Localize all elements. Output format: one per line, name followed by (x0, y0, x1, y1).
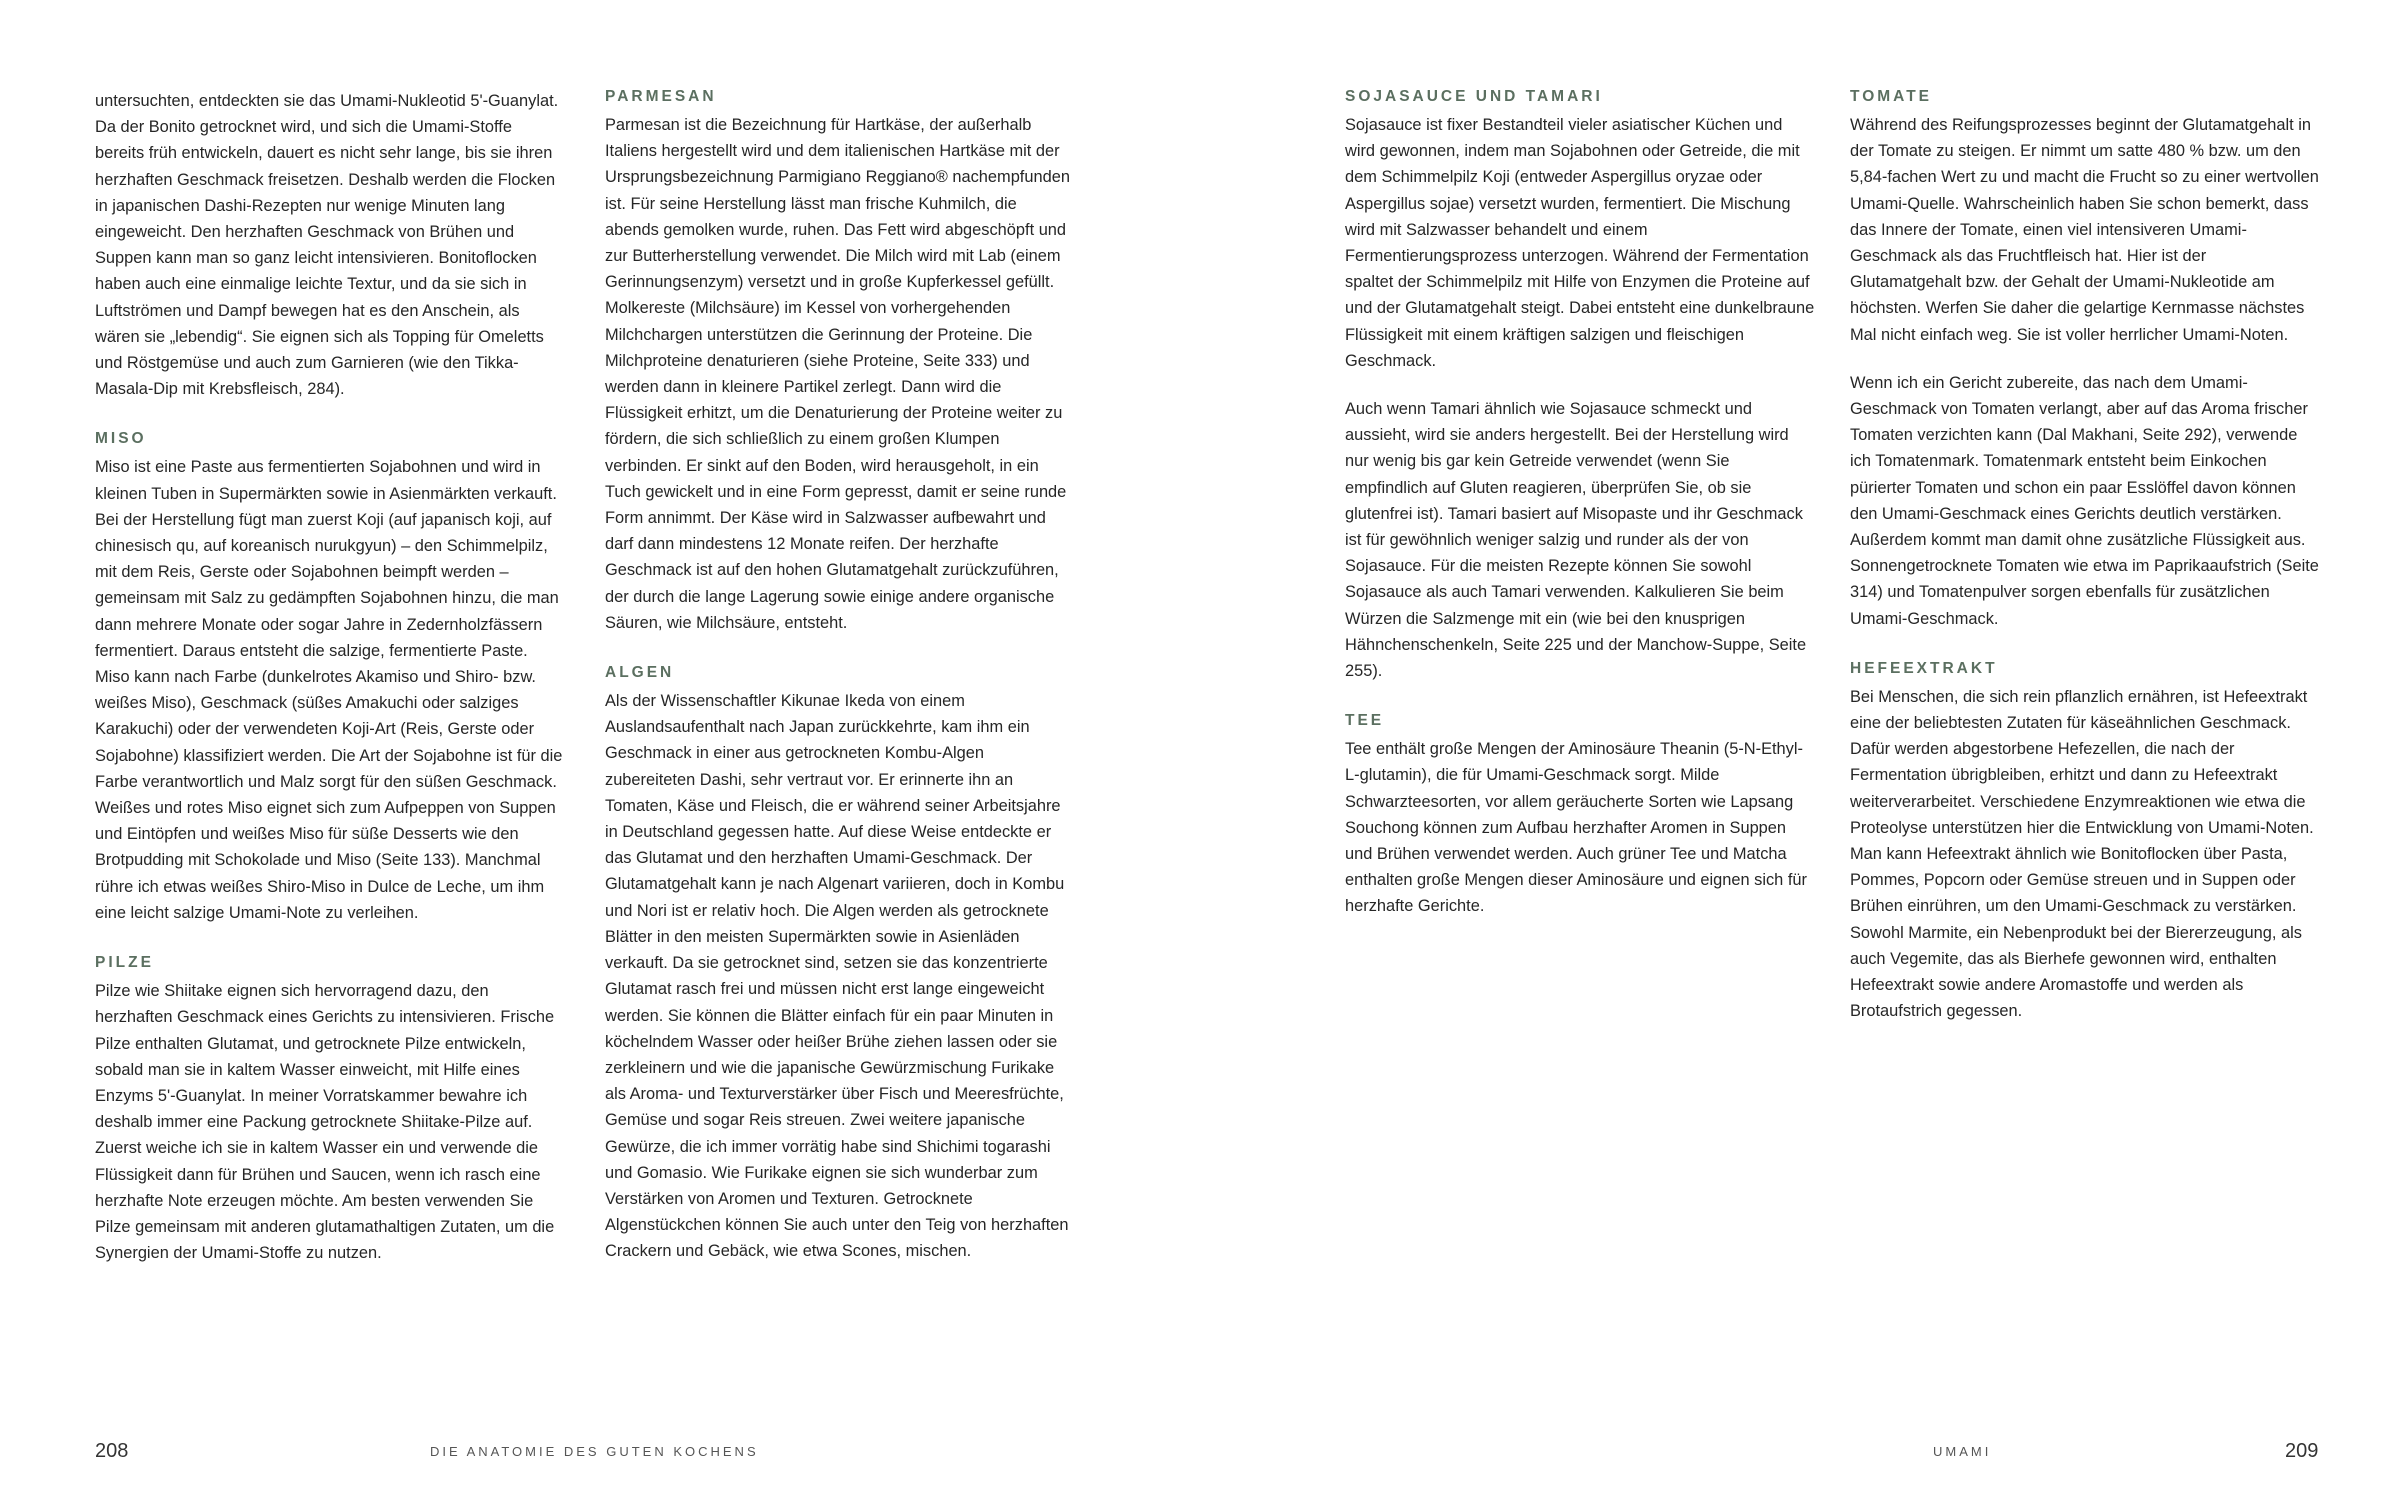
pilze-section (95, 954, 565, 1266)
miso-section (95, 430, 565, 926)
page-number-right: 209 (2285, 1440, 2319, 1462)
soja-section (1345, 88, 1815, 684)
right-column-2 (1850, 88, 2320, 1053)
tomate-text-1: Während des Reifungsprozesses beginnt der Glutamatgehalt in der Tomate zu steigen. Er nimmt um satte 480 % bzw. um den 5,84-fachen Wert zu und macht die Frucht so zu einer wertvollen Umami-Quelle. Wahrscheinlich haben Sie schon bemerkt, dass das Innere der Tomate, einen viel intensiveren Umami-Geschmack als das Fruchtfleisch hat. Hier ist der Glutamatgehalt bzw. der Gehalt der Umami-Nukleotide am höchsten. Werfen Sie daher die gelartige Kernmasse nächstes Mal nicht einfach weg. Sie ist voller herrlicher Umami-Noten. (1850, 116, 2319, 344)
tee-section (1345, 712, 1815, 919)
left-column-2 (605, 88, 1075, 1293)
soja-text-2: Auch wenn Tamari ähnlich wie Sojasauce schmeckt und aussieht, wird sie anders hergestellt. Bei der Herstellung wird nur wenig bis gar kein Getreide verwendet (wenn Sie empfindlich auf Gluten reagieren, überprüfen Sie, ob sie glutenfrei ist). Tamari basiert auf Misopaste und ihr Geschmack ist für gewöhnlich weniger salzig und runder als der von Sojasauce. Für die meisten Rezepte können Sie sowohl Sojasauce als auch Tamari verwenden. Kalkulieren Sie beim Würzen die Salzmenge mit ein (wie bei den knusprigen Hähnchenschenkeln, Seite 225 und der Manchow-Suppe, Seite 255). (1345, 400, 1807, 681)
parmesan-text: Parmesan ist die Bezeichnung für Hartkäse, der außerhalb Italiens hergestellt wird und dem italienischen Hartkäse mit der Ursprungsbezeichnung Parmigiano Reggiano® nachempfunden ist. Für seine Herstellung lässt man frische Kuhmilch, die abends gemolken wurde, ruhen. Das Fett wird abgeschöpft und zur Butterherstellung verwendet. Die Milch wird mit Lab (einem Gerinnungsenzym) versetzt und in große Kupferkessel gefüllt. Molkereste (Milchsäure) im Kessel von vorhergehenden Milchchargen unterstützen die Gerinnung der Proteine. Die Milchproteine denaturieren (siehe Proteine, Seite 333) und werden dann in kleinere Partikel zerlegt. Dann wird die Flüssigkeit erhitzt, um die Denaturierung der Proteine weiter zu fördern, die sich schließlich zu einem großen Klumpen verbinden. Er sinkt auf den Boden, wird herausgeholt, in ein Tuch gewickelt und in eine Form gepresst, damit er seine runde Form annimmt. Der Käse wird in Salzwasser aufbewahrt und darf dann mindestens 12 Monate reifen. Der herzhafte Geschmack ist auf den hohen Glutamatgehalt zurückzuführen, der durch die lange Lagerung sowie einige andere organische Säuren, wie Milchsäure, entsteht. (605, 116, 1070, 632)
soja-text-1: Sojasauce ist fixer Bestandteil vieler asiatischer Küchen und wird gewonnen, indem man Sojabohnen oder Getreide, die mit dem Schimmelpilz Koji (entweder Aspergillus oryzae oder Aspergillus sojae) versetzt wurden, fermentiert. Die Mischung wird mit Salzwasser behandelt und einem Fermentierungsprozess unterzogen. Während der Fermentation spaltet der Schimmelpilz mit Hilfe von Enzymen die Proteine auf und der Glutamatgehalt steigt. Dabei entsteht eine dunkelbraune Flüssigkeit mit einem kräftigen salzigen und fleischigen Geschmack. (1345, 116, 1815, 370)
algen-section (605, 664, 1075, 1264)
tomate-heading: TOMATE (1850, 88, 1933, 105)
hefeextrakt-section (1850, 660, 2320, 1025)
hefeextrakt-heading: HEFEEXTRAKT (1850, 659, 1998, 677)
pilze-heading: PILZE (95, 954, 154, 972)
algen-heading: ALGEN (605, 664, 675, 682)
running-head-left: DIE ANATOMIE DES GUTEN KOCHENS (430, 1444, 759, 1459)
soja-heading: SOJASAUCE UND TAMARI (1345, 88, 1603, 105)
bonito-continuation-text: untersuchten, entdeckten sie das Umami-Nukleotid 5'-Guanylat. Da der Bonito getrocknet wird, und sich die Umami-Stoffe bereits früh entwickeln, dauert es nicht sehr lange, bis sie ihren herzhaften Geschmack freisetzen. Deshalb werden die Flocken in japanischen Dashi-Rezepten nur wenige Minuten lang eingeweicht. Den herzhaften Geschmack von Brühen und Suppen kann man so ganz leicht intensivieren. Bonitoflocken haben auch eine einmalige leichte Textur, und da sie sich in Luftströmen und Dampf bewegen hat es den Anschein, als wären sie „lebendig“. Sie eignen sich als Topping für Omeletts und Röstgemüse und auch zum Garnieren (wie den Tikka-Masala-Dip mit Krebsfleisch, 284). (95, 92, 559, 399)
hefeextrakt-text: Bei Menschen, die sich rein pflanzlich ernähren, ist Hefeextrakt eine der beliebtesten Zutaten für käseähnlichen Geschmack. Dafür werden abgestorbene Hefezellen, die nach der Fermentation übrigbleiben, erhitzt und dann zu Hefeextrakt weiterverarbeitet. Verschiedene Enzymreaktionen wie etwa die Proteolyse unterstützen hier die Entwicklung von Umami-Noten. Man kann Hefeextrakt ähnlich wie Bonitoflocken über Pasta, Pommes, Popcorn oder Gemüse streuen und in Suppen oder Brühen einrühren, um den Umami-Geschmack zu verstärken. Sowohl Marmite, ein Nebenprodukt bei der Biererzeugung, als auch Vegemite, das als Bierhefe gewonnen wird, enthalten Hefeextrakt sowie andere Aromastoffe und werden als Brotaufstrich gegessen. (1850, 687, 2314, 1021)
right-column-1 (1345, 88, 1815, 948)
left-column-1 (95, 88, 565, 1294)
right-page (1200, 0, 2400, 1500)
miso-heading: MISO (95, 430, 147, 448)
algen-text: Als der Wissenschaftler Kikunae Ikeda von einem Auslandsaufenthalt nach Japan zurückkehrte, kam ihm ein Geschmack in einer aus getrockneten Kombu-Algen zubereiteten Dashi, sehr vertraut vor. Er erinnerte ihn an Tomaten, Käse und Fleisch, die er während seiner Arbeitsjahre in Deutschland gegessen hatte. Auf diese Weise entdeckte er das Glutamat und den herzhaften Umami-Geschmack. Der Glutamatgehalt kann je nach Algenart variieren, doch in Kombu und Nori ist er relativ hoch. Die Algen werden als getrocknete Blätter in den meisten Supermärkten sowie in Asienläden verkauft. Da sie getrocknet sind, setzen sie das konzentrierte Glutamat rasch frei und müssen nicht erst lange eingeweicht werden. Sie können die Blätter einfach für ein paar Minuten in köchelndem Wasser oder heißer Brühe ziehen lassen oder sie zerkleinern und wie die japanische Gewürzmischung Furikake als Aroma- und Texturverstärker über Fisch und Meeresfrüchte, Gemüse und sogar Reis streuen. Zwei weitere japanische Gewürze, die ich immer vorrätig habe sind Shichimi togarashi und Gomasio. Wie Furikake eignen sie sich wunderbar zum Verstärken von Aromen und Texturen. Getrocknete Algenstückchen können Sie auch unter den Teig von herzhaften Crackern und Gebäck, wie etwa Scones, mischen. (605, 692, 1069, 1261)
tee-heading: TEE (1345, 712, 1385, 730)
tomate-text-2: Wenn ich ein Gericht zubereite, das nach dem Umami-Geschmack von Tomaten verlangt, aber auf das Aroma frischer Tomaten verzichten kann (Dal Makhani, Seite 292), verwende ich Tomatenmark. Tomatenmark entsteht beim Einkochen pürierter Tomaten und schon ein paar Esslöffel davon können den Umami-Geschmack eines Gerichts deutlich verstärken. Außerdem kommt man damit ohne zusätzliche Flüssigkeit aus. Sonnengetrocknete Tomaten wie etwa im Paprikaaufstrich (Seite 314) und Tomatenpulver sorgen ebenfalls für zusätzlichen Umami-Geschmack. (1850, 373, 2319, 628)
tomate-section (1850, 88, 2320, 632)
tee-text: Tee enthält große Mengen der Aminosäure Theanin (5-N-Ethyl-L-glutamin), die für Umami-Geschmack sorgt. Milde Schwarzteesorten, vor allem geräucherte Sorten wie Lapsang Souchong können zum Aufbau herzhafter Aromen in Suppen und Brühen verwendet werden. Auch grüner Tee und Matcha enthalten große Mengen dieser Aminosäure und eignen sich für herzhafte Gerichte. (1345, 740, 1807, 916)
parmesan-heading: PARMESAN (605, 88, 717, 105)
page-number-left: 208 (95, 1440, 129, 1462)
parmesan-section (605, 88, 1075, 636)
running-head-right: UMAMI (1933, 1444, 1992, 1459)
miso-text: Miso ist eine Paste aus fermentierten Sojabohnen und wird in kleinen Tuben in Supermärkten sowie in Asienmärkten verkauft. Bei der Herstellung fügt man zuerst Koji (auf japanisch koji, auf chinesisch qu, auf koreanisch nurukgyun) – den Schimmelpilz, mit dem Reis, Gerste oder Sojabohnen beimpft werden – gemeinsam mit Salz zu gedämpften Sojabohnen hinzu, die man dann mehrere Monate oder sogar Jahre in Zedernholzfässern fermentiert. Daraus entsteht die salzige, fermentierte Paste. Miso kann nach Farbe (dunkelrotes Akamiso und Shiro- bzw. weißes Miso), Geschmack (süßes Amakuchi oder salziges Karakuchi) oder der verwendeten Koji-Art (Reis, Gerste oder Sojabohne) klassifiziert werden. Die Art der Sojabohne ist für die Farbe verantwortlich und Malz sorgt für den süßen Geschmack. Weißes und rotes Miso eignet sich zum Aufpeppen von Suppen und Eintöpfen und weißes Miso für süße Desserts wie den Brotpudding mit Schokolade und Miso (Seite 133). Manchmal rühre ich etwas weißes Shiro-Miso in Dulce de Leche, um ihm eine leicht salzige Umami-Note zu verleihen. (95, 458, 563, 922)
pilze-text: Pilze wie Shiitake eignen sich hervorragend dazu, den herzhaften Geschmack eines Gerichts zu intensivieren. Frische Pilze enthalten Glutamat, und getrocknete Pilze entwickeln, sobald man sie in kaltem Wasser einweicht, mit Hilfe eines Enzyms 5'-Guanylat. In meiner Vorratskammer bewahre ich deshalb immer eine Packung getrocknete Shiitake-Pilze auf. Zuerst weiche ich sie in kaltem Wasser ein und verwende die Flüssigkeit dann für Brühen und Saucen, wenn ich rasch eine herzhafte Note erzeugen möchte. Am besten verwenden Sie Pilze gemeinsam mit anderen glutamathaltigen Zutaten, um die Synergien der Umami-Stoffe zu nutzen. (95, 982, 555, 1263)
